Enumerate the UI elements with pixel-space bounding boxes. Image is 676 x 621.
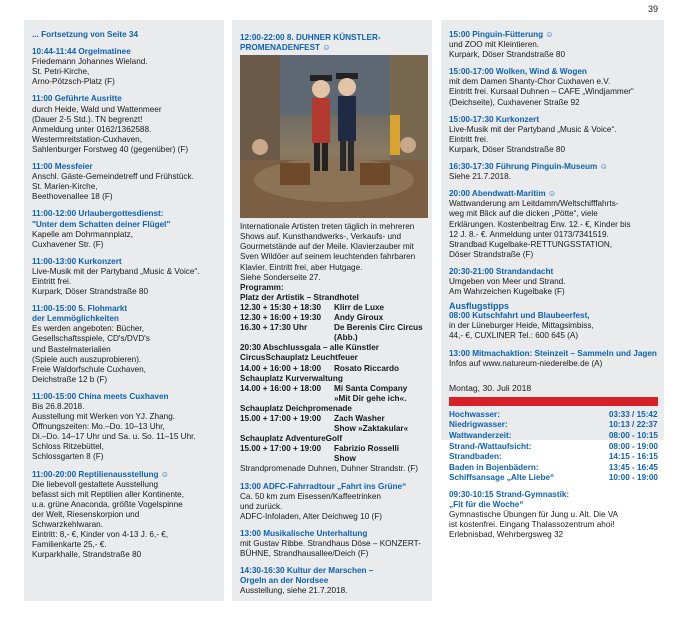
tide-value: 08:00 - 10:15 [608,431,658,440]
program-act: De Berenis Circ Circus [334,323,423,333]
event-text: Cuxhavener Str. (F) [32,239,104,249]
festival-photo [240,55,428,218]
program-act: Rosato Riccardo [334,363,400,373]
event-text: Am Wahrzeichen Kugelbake (F) [449,287,565,297]
text-line: PROMENADENFEST ☺ [240,43,331,53]
event-text: Beethovenallee 18 (F) [32,192,113,202]
tide-label: Strand-/Wattaufsicht: [449,441,532,451]
event-heading: 14:30-16:30 Kultur der Marschen – [240,566,374,576]
page-number: 39 [648,4,659,14]
event-text: Gymnastische Übungen für Jung u. Alt. Die VA [449,510,619,520]
text-line: Programm: [240,282,284,292]
program-time: 16.30 + 17:30 Uhr [240,323,308,333]
event-block [449,162,658,182]
event-text: und Bastelmaterialien [32,344,111,354]
text-line: 20:30 Abschlussgala – alle Künstler [240,343,379,353]
event-block [32,304,218,385]
event-block [449,189,658,260]
event-text: Strandbad Kugelbake-RETTUNGSSTATION, [449,239,613,249]
program-list-4 [240,414,426,434]
program-act: Fabrizio Rosselli [334,444,400,454]
event-heading: 08:00 Kutschfahrt und Blaubeerfest, [449,311,590,321]
event-text: Anmeldung unter 0162/1362588. [32,124,152,134]
event-text: in der Lüneburger Heide, Mittagsimbiss, [449,321,594,331]
event-block [240,529,426,559]
program-time: 14.00 + 16:00 + 18:00 [240,363,322,373]
event-heading: 16:30-17:30 Führung Pinguin-Museum ☺ [449,162,608,172]
event-text: mit dem Damen Shanty-Chor Cuxhaven e.V. [449,77,611,87]
text-line: Shows auf. Kunsthandwerks-, Verkaufs- und [240,232,402,242]
event-text: Kurpark, Döser Strandstraße 80 [449,50,566,60]
event-text: St. Petri-Kirche, [32,67,90,77]
text-line: CircusSchauplatz Leuchtfeuer [240,353,358,363]
event-text: Deichstraße 12 b (F) [32,374,108,384]
event-text: Schwarzkehlwaran. [32,520,103,530]
event-heading: 11:00-15:00 5. Flohmarkt [32,304,128,314]
event-heading: 13:00 ADFC-Fahrradtour „Fahrt ins Grüne“ [240,481,407,491]
event-heading: 09:30-10:15 Strand-Gymnastik: [449,489,570,499]
tide-value: 13:45 - 16:45 [608,462,658,472]
column-2 [232,20,432,601]
event-heading: „Fit für die Woche“ [449,500,524,510]
text-line: Internationale Artisten treten täglich in mehreren [240,222,415,232]
program-act: Andy Giroux [334,313,384,323]
festival-heading [240,33,426,53]
event-block [449,30,658,60]
program-time: 12.30 + 16:00 + 19:30 [240,313,322,323]
tide-label: Baden in Bojenbädern: [449,462,539,472]
event-block [32,47,218,87]
event-text: Bis 26.8.2018. [32,402,85,411]
event-text: Eintritt: 8,- €, Kinder von 4-13 J. 6,- €, [32,530,169,540]
event-heading: 11:00-15:00 China meets Cuxhaven [32,391,169,401]
event-text: Ausstellung, siehe 21.7.2018. [240,586,348,596]
event-text: Freie Waldorfschule Cuxhaven, [32,364,146,374]
tide-value: 10:13 / 22:37 [608,420,658,430]
program-act: Show »Zaktakular« [334,424,409,434]
event-text: Sahlenburger Forstweg 40 (gegenüber) (F) [32,144,189,154]
event-heading: 11:00-12:00 Urlaubergottesdienst: [32,209,164,219]
event-text: BÜHNE, Strandhausallee/Deich (F) [240,549,369,559]
text-line: Platz der Artistik – Strandhotel [240,292,359,302]
tide-value: 10:00 - 19:00 [608,473,658,483]
event-text: und ZOO mit Kleintieren. [449,40,540,50]
event-text: mit Gustav Ribbe. Strandhaus Döse – KONZERT- [240,539,421,548]
event-text: Umgeben von Meer und Strand. [449,276,566,286]
event-block [449,349,658,369]
event-text: (Dauer 2-5 Std.). TN begrenzt! [32,114,143,124]
tide-label: Niedrigwasser: [449,420,508,430]
event-text: Westermreitstation-Cuxhaven, [32,134,142,144]
program-list-2 [240,364,426,374]
tide-label: Hochwasser: [449,409,500,419]
event-text: Erlebnisbad, Wehrbergsweg 32 [449,530,564,540]
text-line: Schauplatz Kurverwaltung [240,373,343,383]
event-text: Kurparkhalle, Strandstraße 80 [32,550,142,560]
program-time: 14.00 + 16:00 + 18:00 [240,383,322,393]
event-heading: 15:00 Pinguin-Fütterung ☺ [449,30,554,39]
program-act: Zach Washer [334,413,385,423]
event-text: (Deichseite), Cuxhavener Straße 92 [449,97,580,107]
event-block [449,490,658,540]
event-text: St. Marien-Kirche, [32,182,98,192]
event-text: Ca. 50 km zum Eisessen/Kaffeetrinken [240,491,381,501]
event-heading: ... Fortsetzung von Seite 34 [32,30,139,39]
event-block [32,470,218,561]
program-time [240,454,332,464]
event-text: Es werden angeboten: Bücher, [32,324,144,334]
event-text: Di.–Do. 14–17 Uhr und Sa. u. So. 11–15 Uhr. [32,432,196,442]
event-text: durch Heide, Wald und Wattenmeer [32,104,162,114]
event-text: ADFC-Infoladen, Alter Deichweg 10 (F) [240,511,382,521]
event-text: 12 J. 8.- €. Anmeldung unter 0173/7341519. [449,229,609,239]
program-list-3 [240,384,426,404]
event-text: Eintritt frei. Kursaal Duhnen – CAFE „Windjammer“ [449,87,634,97]
program-act: »Mit Dir gehe ich«. [334,393,407,403]
text-line: Klavier. Eintritt frei, aber Hutgage. [240,262,363,272]
event-block [32,30,218,40]
program-act: Klirr de Luxe [334,302,385,312]
event-text: Live-Musik mit der Partyband „Music & Voice“. [449,124,617,134]
program-time: 12.30 + 15:30 + 18:30 [240,302,322,312]
event-heading: 20:00 Abendwatt-Maritim ☺ [449,189,557,199]
text-line: Siehe Sonderseite 27. [240,272,321,282]
text-line: 12:00-22:00 8. DUHNER KÜNSTLER- [240,33,381,42]
event-heading: 10:44-11:44 Orgelmatinee [32,47,131,57]
event-heading: 11:00-20:00 Reptilienausstellung ☺ [32,469,170,479]
text-line: Strandpromenade Duhnen, Duhner Strandstr. (F) [240,464,418,474]
event-text: Döser Strandstraße (F) [449,249,534,259]
event-block [240,482,426,522]
tide-label: Strandbaden: [449,452,502,462]
event-text: Siehe 21.7.2018. [449,172,511,182]
column-3 [441,20,664,601]
event-text: befasst sich mit Reptilien aller Kontinente, [32,489,185,499]
event-text: Friedemann Johannes Wieland. [32,57,148,67]
event-text: und zurück. [240,501,283,511]
event-text: Infos auf www.natureum-niederelbe.de (A) [449,358,603,368]
event-block [32,257,218,297]
event-text: Live-Musik mit der Partyband „Music & Voice“. [32,266,200,276]
program-time [240,333,332,343]
column-1 [24,20,224,601]
event-text: Die liebevoll gestaltete Ausstellung [32,479,159,489]
event-text: Kapelle am Dohrmannplatz, [32,229,134,239]
event-block [449,115,658,155]
event-text: 44,- €, CUXLINER Tel.: 600 645 (A) [449,331,579,341]
event-text: Schlossgarten 8 (F) [32,452,104,462]
event-heading: 13:00 Musikalische Unterhaltung [240,528,368,538]
event-text: Eintritt frei. [449,134,489,144]
event-heading: 11:00 Messfeier [32,162,93,172]
text-line: Sven Wildöer auf seinem leuchtenden fahrbaren [240,252,416,262]
tide-label: Schiffsansage „Alte Liebe“ [449,473,555,483]
tide-label: Wattwanderzeit: [449,431,512,440]
circus-performers-image [240,55,428,218]
event-block [32,209,218,249]
event-text: Wattwanderung am Leitdamm/Weltschifffahrts- [449,199,619,209]
event-block [449,67,658,107]
date-label: Montag, 30. Juli 2018 [449,382,532,393]
event-block [32,162,218,202]
event-block [449,311,658,341]
event-text: Arno-Pötzsch-Platz (F) [32,77,115,87]
event-heading: der Lemmöglichkeiten [32,314,119,324]
event-text: Öffnungszeiten: Mo.–Do. 10–13 Uhr, [32,422,165,432]
tide-value: 14:15 - 16:15 [608,452,658,462]
event-text: weg mit Blick auf die dicken „Pötte“, viele [449,209,598,219]
event-block [240,566,426,596]
event-text: Ausstellung mit Werken von YJ. Zhang. [32,412,176,422]
event-text: Eintritt frei. [32,276,72,286]
event-text: (Spiele auch auszuprobieren). [32,354,142,364]
event-heading: 20:30-21:00 Strandandacht [449,266,554,276]
event-heading: Orgeln an der Nordsee [240,576,329,586]
program-time: 15.00 + 17:00 + 19:00 [240,444,322,454]
event-text: Familienkarte 25,- €. [32,540,107,550]
tide-value: 03:33 / 15:42 [608,409,658,419]
event-text: ist kostenfrei. Eingang Thalassozentrum ahoi! [449,520,615,530]
event-block [32,94,218,155]
event-text: u.a. grüne Anaconda, größte Vogelspinne [32,499,183,509]
program-time [240,394,332,404]
event-text: der Welt, Riesenskorpion und [32,509,140,519]
event-heading: "Unter dem Schatten deiner Flügel" [32,219,171,229]
event-heading: 15:00-17:00 Wolken, Wind & Wogen [449,67,587,77]
event-text: Gesellschaftsspiele, CD's/DVD's [32,334,150,344]
event-heading: 13:00 Mitmachaktion: Steinzeit – Sammeln und Jagen [449,348,657,358]
program-list-1 [240,303,426,343]
program-time [240,424,332,434]
event-text: Schloss Ritzebüttel, [32,442,104,452]
program-act: Mi Santa Company [334,383,408,393]
program-act: Show [334,454,356,464]
text-line: Schauplatz AdventureGolf [240,434,343,444]
event-block [32,392,218,463]
red-divider-bar [449,397,658,406]
event-text: Kurpark, Döser Strandstraße 80 [32,287,149,297]
event-text: Anschl. Gäste-Gemeindetreff und Frühstück. [32,172,194,182]
program-act: (Abb.) [334,333,358,343]
text-line: Schauplatz Deichpromenade [240,403,352,413]
event-text: Erklärungen. Kostenbeitrag Erw. 12.- €, Kinder bis [449,219,631,229]
event-heading: 11:00 Geführte Ausritte [32,94,122,104]
event-block [449,267,658,297]
text-line: Gourmetstände auf der Meile. Klavierzauber mit [240,242,414,252]
event-text: Kurpark, Döser Strandstraße 80 [449,144,566,154]
program-time: 15.00 + 17:00 + 19:00 [240,413,322,423]
program-list-5 [240,444,426,464]
event-heading: 15:00-17:30 Kurkonzert [449,114,540,124]
ausflugstipps-heading: Ausflugstipps [449,301,509,312]
tide-value: 08:00 - 19:00 [608,441,658,451]
tide-table [449,410,658,484]
event-heading: 11:00-13:00 Kurkonzert [32,256,122,266]
